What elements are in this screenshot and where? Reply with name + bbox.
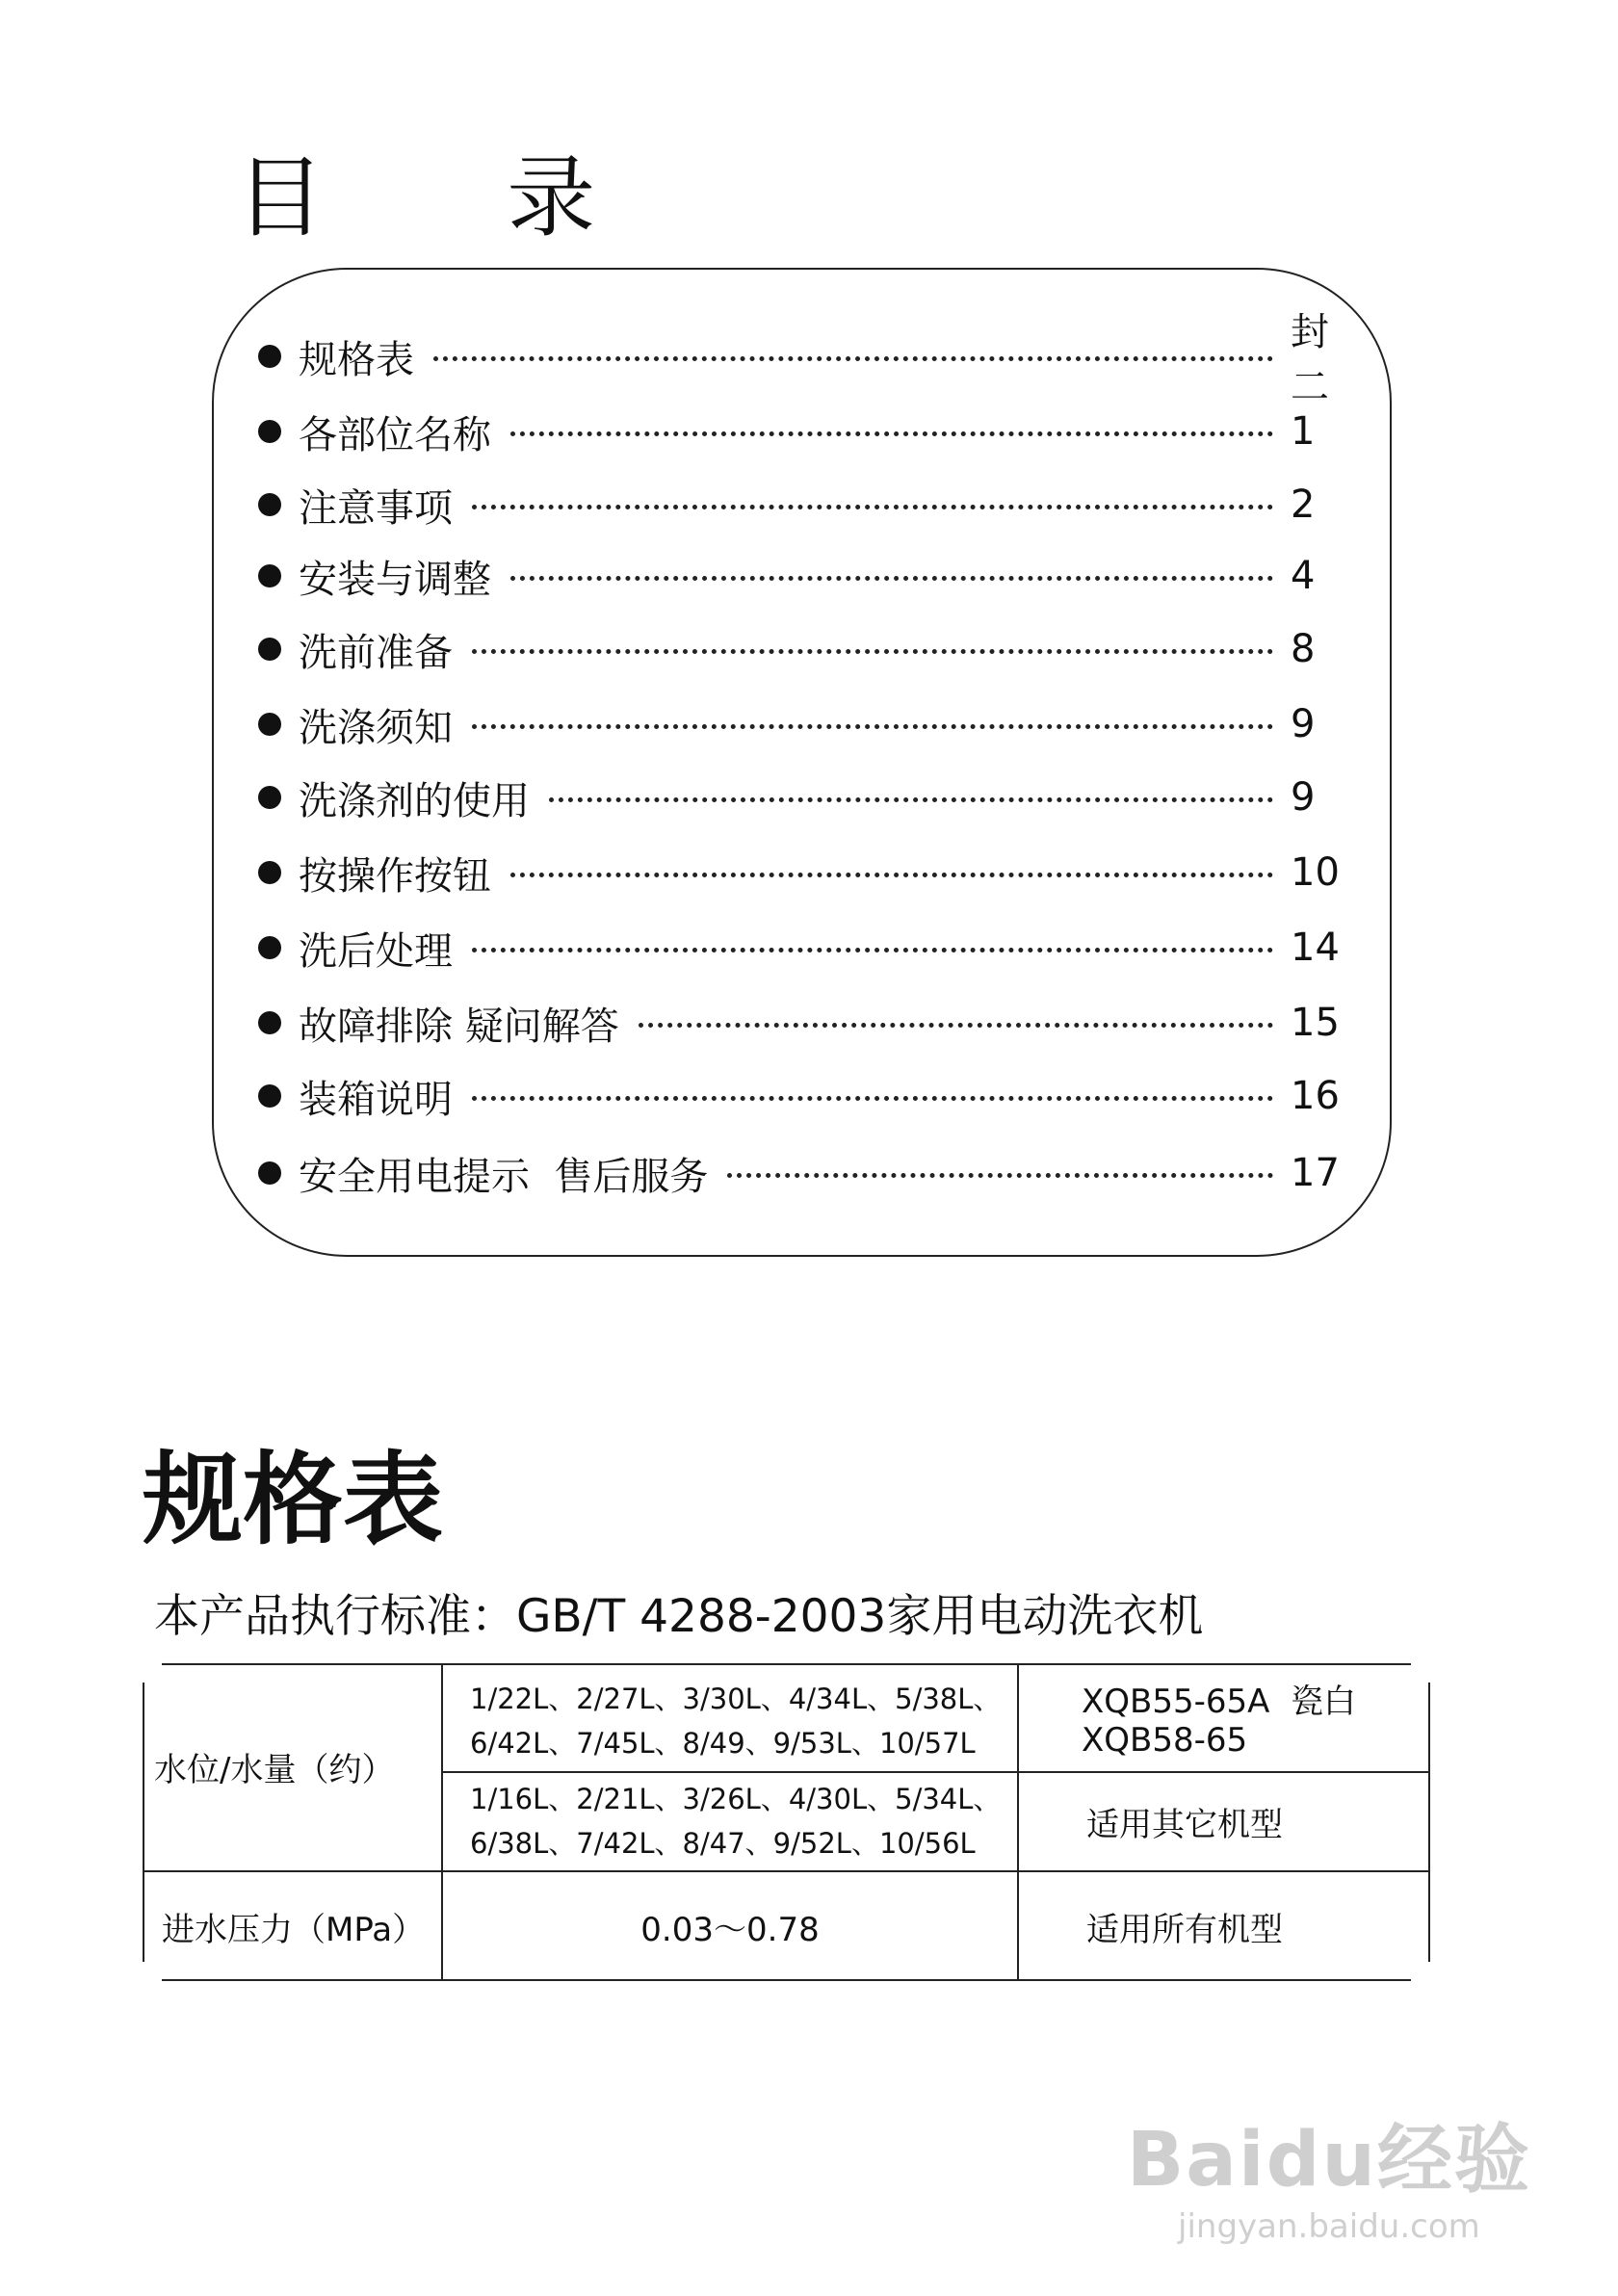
toc-item-page: 15 [1291,1001,1340,1045]
toc-item-page: 9 [1291,702,1316,746]
table-border-left [143,1683,144,1962]
toc-item-page: 8 [1291,627,1316,671]
leader-dots [510,576,1273,581]
pressure-models: 适用所有机型 [1086,1911,1283,1949]
pressure-label: 进水压力（MPa） [162,1911,426,1949]
toc-item-label: 安全用电提示 售后服务 [299,1154,709,1199]
toc-item-label: 故障排除 疑问解答 [299,1004,619,1049]
toc-item-page: 1 [1291,409,1316,454]
toc-item[interactable] [258,403,1366,460]
bullet-icon [258,493,281,516]
toc-item-label: 安装与调整 [299,557,491,602]
models-a [1082,1673,1356,1769]
col-divider [1017,1663,1019,1981]
baidu-watermark [1127,2100,1531,2246]
leader-dots [510,431,1273,436]
toc-item[interactable] [258,695,1366,753]
bullet-icon [258,1084,281,1108]
leader-dots [472,948,1273,952]
toc-item[interactable] [258,310,1366,409]
toc-item-label: 洗后处理 [299,928,453,974]
toc-item-label: 装箱说明 [299,1077,453,1122]
bullet-icon [258,713,281,736]
leader-dots [727,1173,1273,1178]
table-border-right [1428,1683,1430,1962]
pressure-value: 0.03～0.78 [640,1911,820,1949]
models-a-line2: XQB58-65 [1082,1721,1248,1760]
toc-item-page: 封二 [1291,310,1329,409]
toc-item-label: 洗前准备 [299,630,453,675]
toc-item-label: 注意事项 [299,485,453,531]
toc-item[interactable] [258,476,1366,534]
spec-title: 规格表 [143,1441,444,1558]
leader-dots [472,1096,1273,1101]
bullet-icon [258,1161,281,1185]
toc-item-label: 按操作按钮 [299,853,491,899]
leader-dots [472,505,1273,509]
toc-title: 目 录 [236,146,673,249]
toc-item[interactable] [258,1144,1366,1202]
toc-item-page: 2 [1291,483,1316,527]
leader-dots [510,873,1273,877]
bullet-icon [258,564,281,587]
toc-item-label: 洗涤剂的使用 [299,778,530,823]
toc-item[interactable] [258,620,1366,678]
water-levels-a-line2: 6/42L、7/45L、8/49、9/53L、10/57L [470,1727,976,1760]
models-a-line1: XQB55-65A 瓷白 [1082,1683,1357,1721]
leader-dots [472,724,1273,729]
bullet-icon [258,936,281,959]
water-levels-b-line2: 6/38L、7/42L、8/47、9/52L、10/56L [470,1827,976,1860]
toc-item[interactable] [258,547,1366,605]
toc-item[interactable] [258,919,1366,977]
toc-item-page: 14 [1291,926,1340,970]
spec-table [143,1663,1430,1981]
models-b: 适用其它机型 [1086,1805,1283,1844]
toc-item-label: 规格表 [299,337,414,382]
toc-item-page: 4 [1291,554,1316,598]
water-levels-a-line1: 1/22L、2/27L、3/30L、4/34L、5/38L、 [470,1683,1002,1715]
leader-dots [472,649,1273,654]
leader-dots [433,356,1273,361]
bullet-icon [258,786,281,809]
bullet-icon [258,420,281,443]
spec-standard: 本产品执行标准：GB/T 4288-2003家用电动洗衣机 [154,1590,1204,1643]
toc-item-page: 9 [1291,775,1316,820]
toc-item[interactable] [258,1067,1366,1125]
toc-item-label: 各部位名称 [299,412,491,457]
watermark-url: jingyan.baidu.com [1178,2207,1480,2246]
bullet-icon [258,861,281,884]
water-levels-b [470,1773,1001,1869]
toc-item-page: 10 [1291,850,1340,895]
toc-item[interactable] [258,844,1366,901]
toc-item[interactable] [258,769,1366,826]
leader-dots [639,1023,1273,1028]
toc-item-page: 17 [1291,1151,1340,1195]
bullet-icon [258,345,281,368]
water-levels-b-line1: 1/16L、2/21L、3/26L、4/30L、5/34L、 [470,1783,1002,1815]
toc-item[interactable] [258,994,1366,1052]
water-label: 水位/水量（约） [154,1751,395,1789]
water-levels-a [470,1673,1001,1769]
toc-item-page: 16 [1291,1074,1340,1118]
leader-dots [549,797,1273,802]
watermark-brand: Baidu经验 [1126,2117,1531,2204]
bullet-icon [258,1011,281,1034]
toc-item-label: 洗涤须知 [299,705,453,750]
bullet-icon [258,638,281,661]
